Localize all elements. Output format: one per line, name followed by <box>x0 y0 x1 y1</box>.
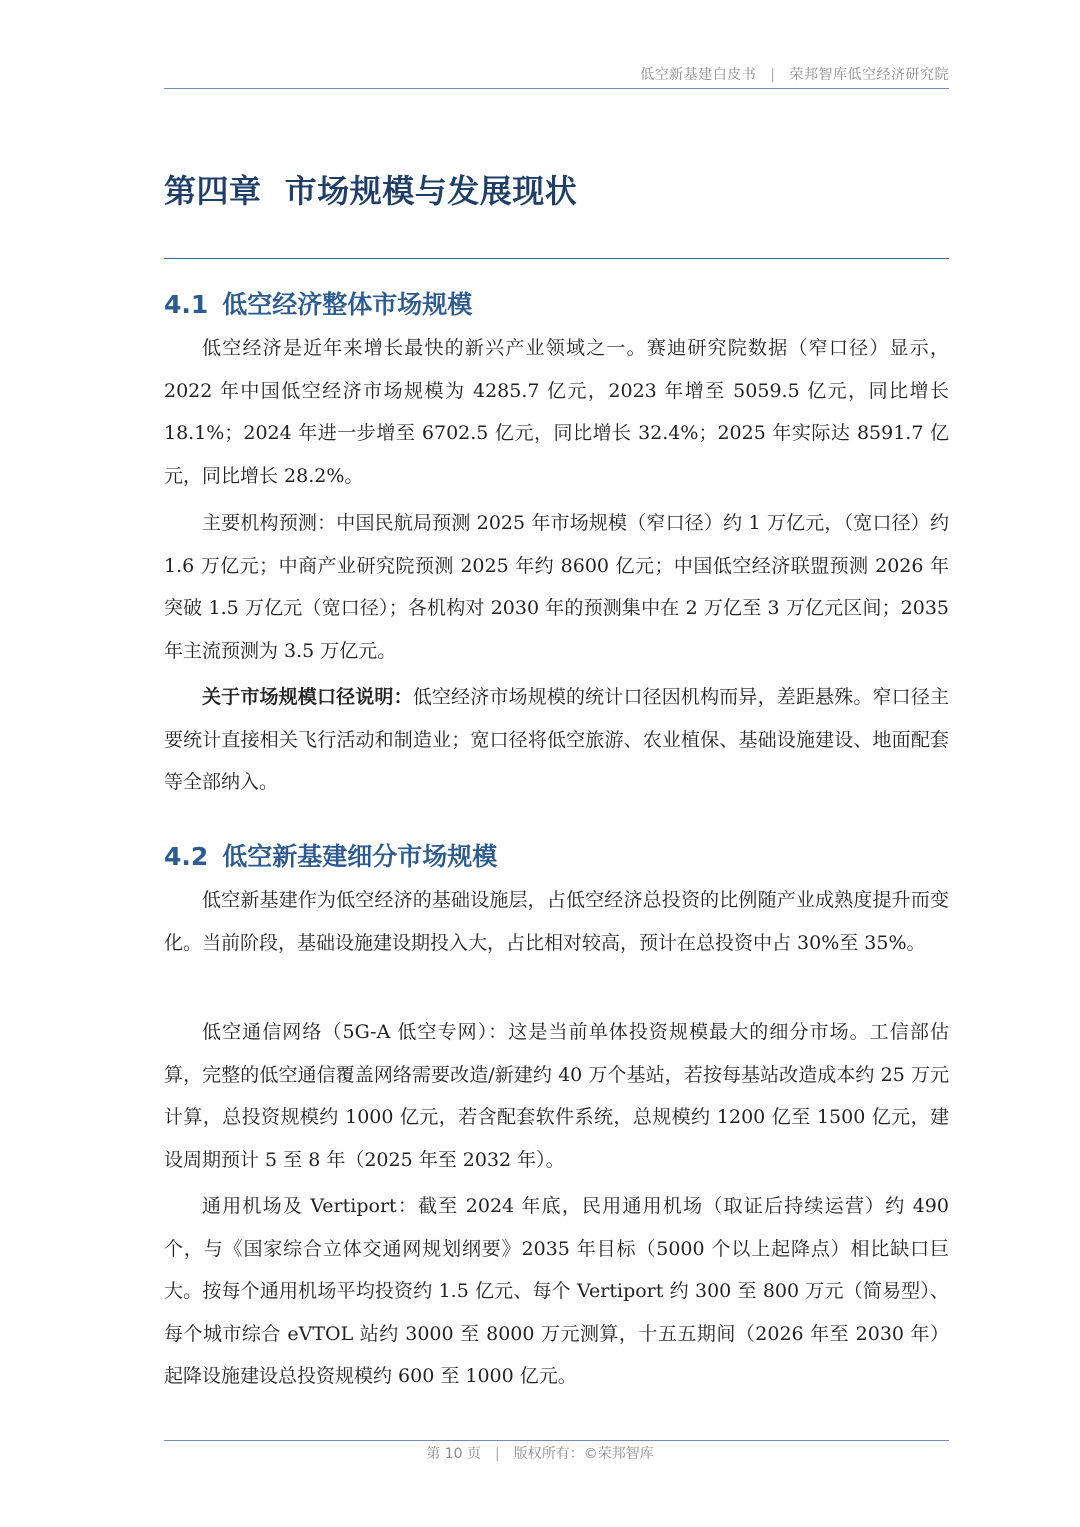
section-number: 4.2 <box>164 842 209 871</box>
paragraph <box>164 1185 949 1398</box>
paragraph-text: 低空新基建作为低空经济的基础设施层，占低空经济总投资的比例随产业成熟度提升而变化。当前阶段，基础设施建设期投入大，占比相对较高，预计在总投资中占 30%至 35%。 <box>164 889 949 954</box>
paragraph-text: 低空经济是近年来增长最快的新兴产业领域之一。赛迪研究院数据（窄口径）显示，2022 年中国低空经济市场规模为 4285.7 亿元，2023 年增至 5059.5 亿元，同比增长 18.1%；2024 年进一步增至 6702.5 亿元，同比增长 32.4%；2025 年实际达 8591.7 亿元，同比增长 28.2%。 <box>164 337 949 487</box>
paragraph <box>164 676 949 804</box>
running-header <box>640 64 949 84</box>
chapter-divider <box>164 258 949 259</box>
paragraph-lead: 关于市场规模口径说明： <box>202 686 413 708</box>
header-divider <box>164 88 949 89</box>
section-number: 4.1 <box>164 290 209 319</box>
page-number: 第 10 页 <box>426 1446 481 1462</box>
page-footer <box>0 1443 1080 1463</box>
paragraph-text: 低空通信网络（5G-A 低空专网）：这是当前单体投资规模最大的细分市场。工信部估算，完整的低空通信覆盖网络需要改造/新建约 40 万个基站，若按每基站改造成本约 25 万元计算，总投资规模约 1000 亿元，若含配套软件系统，总规模约 1200 亿至 1500 亿元，建设周期预计 5 至 8 年（2025 年至 2032 年）。 <box>164 1021 949 1171</box>
section-heading-4-1 <box>164 285 472 321</box>
paragraph <box>164 1011 949 1181</box>
section-heading-4-2 <box>164 837 497 873</box>
header-publisher: 荣邦智库低空经济研究院 <box>789 67 949 83</box>
copyright-notice: 版权所有：©荣邦智库 <box>513 1446 654 1462</box>
header-doc-title: 低空新基建白皮书 <box>640 67 757 83</box>
paragraph <box>164 327 949 497</box>
chapter-title: 第四章 市场规模与发展现状 <box>164 172 578 210</box>
paragraph-text: 主要机构预测：中国民航局预测 2025 年市场规模（窄口径）约 1 万亿元，（宽口径）约 1.6 万亿元；中商产业研究院预测 2025 年约 8600 亿元；中国低空经济联盟预测 2026 年突破 1.5 万亿元（宽口径）；各机构对 2030 年的预测集中在 2 万亿至 3 万亿元区间；2035 年主流预测为 3.5 万亿元。 <box>164 512 949 662</box>
section-title: 低空新基建细分市场规模 <box>222 842 498 871</box>
footer-divider <box>164 1440 949 1441</box>
paragraph-text: 低空经济市场规模的统计口径因机构而异，差距悬殊。窄口径主要统计直接相关飞行活动和制造业；宽口径将低空旅游、农业植保、基础设施建设、地面配套等全部纳入。 <box>164 686 949 793</box>
footer-separator: | <box>495 1446 500 1462</box>
header-separator: | <box>770 67 776 83</box>
paragraph-text: 通用机场及 Vertiport：截至 2024 年底，民用通用机场（取证后持续运营）约 490 个，与《国家综合立体交通网规划纲要》2035 年目标（5000 个以上起降点）相比缺口巨大。按每个通用机场平均投资约 1.5 亿元、每个 Vertiport 约 300 至 800 万元（简易型）、每个城市综合 eVTOL 站约 3000 至 8000 万元测算，十五五期间（2026 年至 2030 年）起降设施建设总投资规模约 600 至 1000 亿元。 <box>164 1195 949 1387</box>
paragraph <box>164 502 949 672</box>
paragraph <box>164 879 949 964</box>
section-title: 低空经济整体市场规模 <box>222 290 473 319</box>
